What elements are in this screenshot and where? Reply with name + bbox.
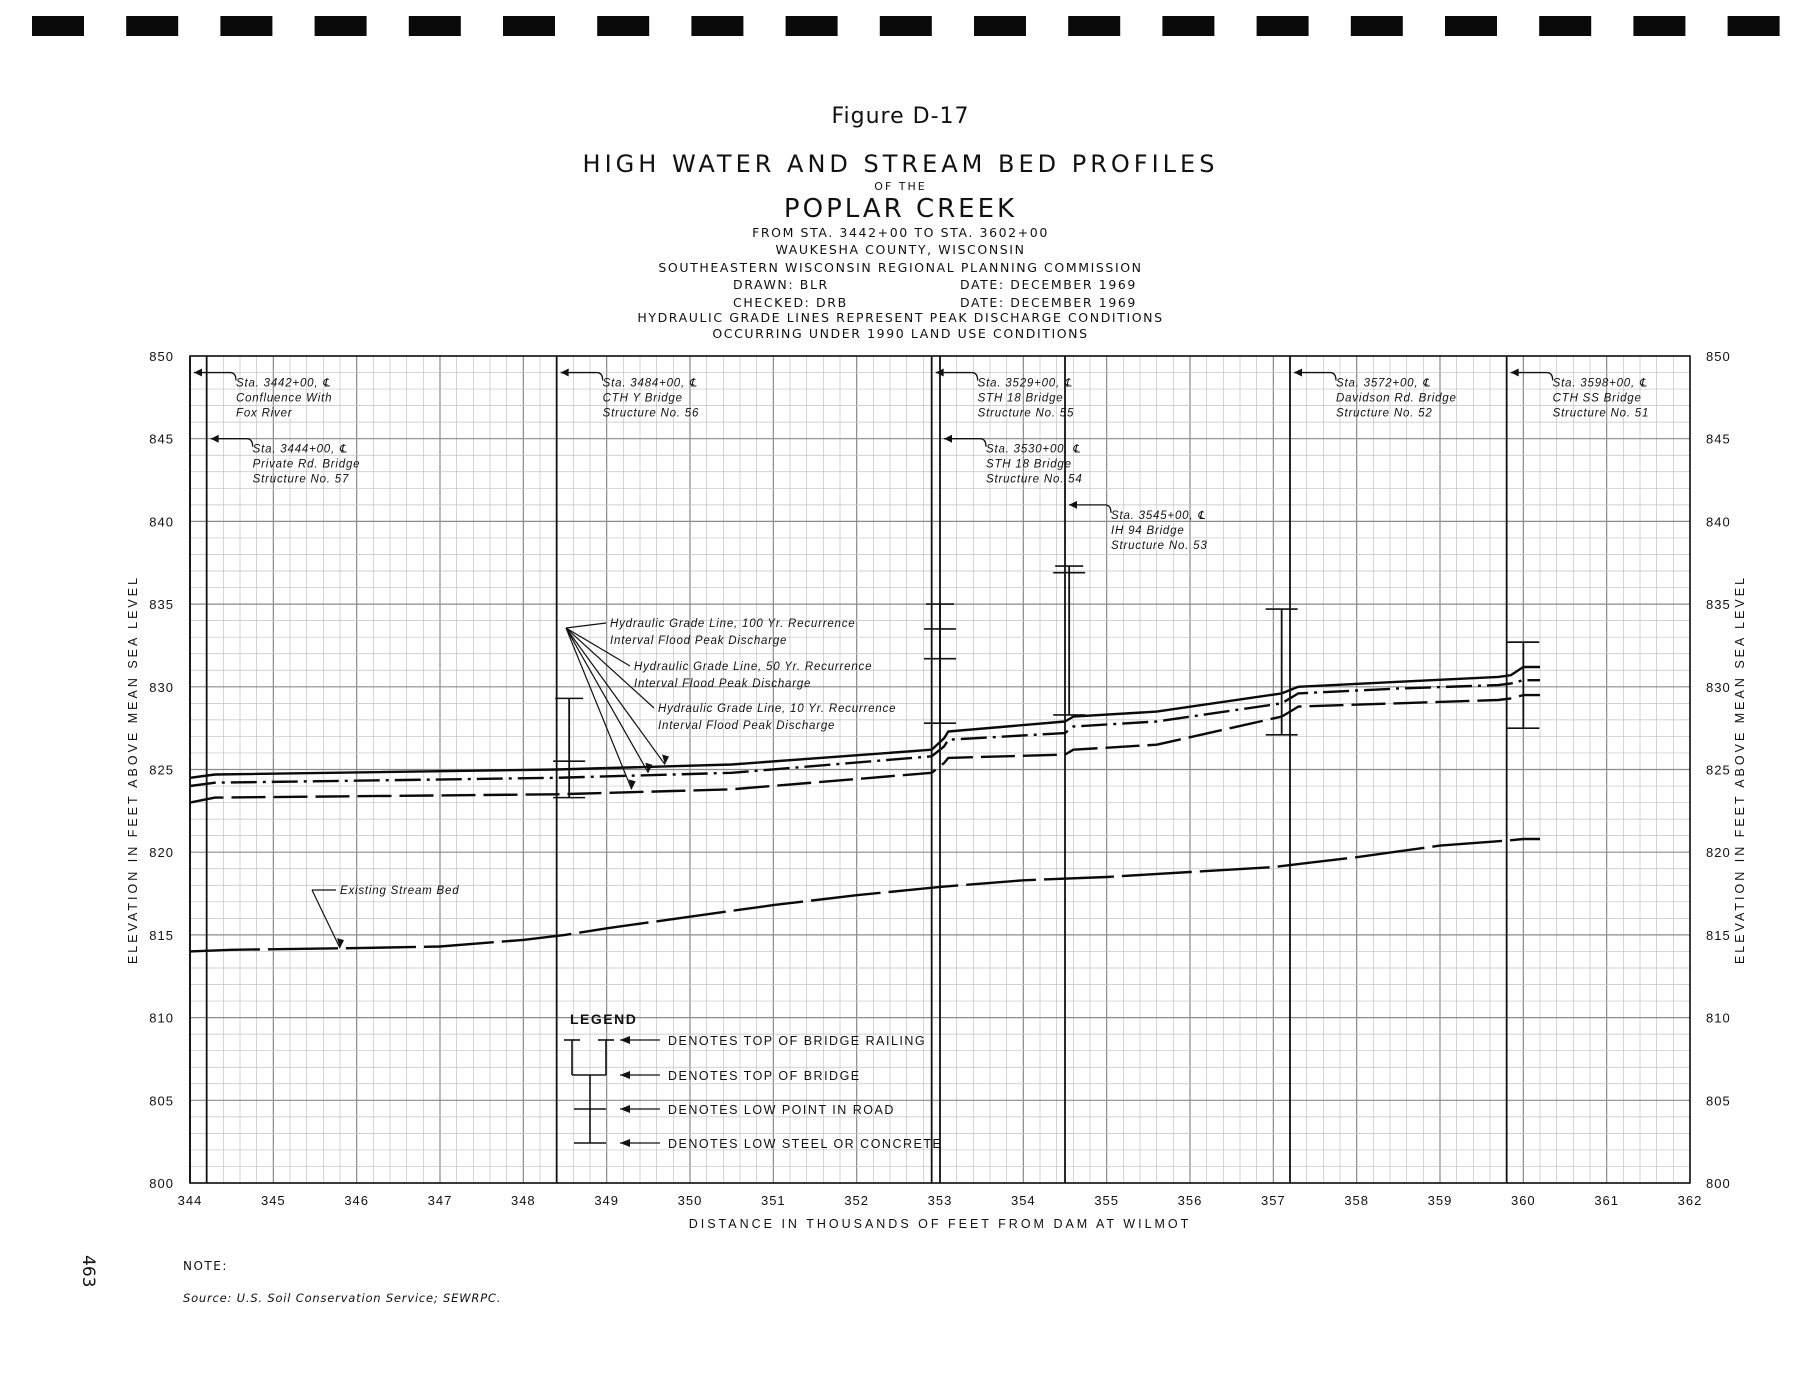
bridge-marker [553,698,585,797]
station-callout [944,435,1083,486]
x-tick-label: 357 [1260,1193,1286,1208]
x-tick-label: 355 [1094,1193,1120,1208]
callout-arrowhead [194,369,202,377]
x-tick-label: 361 [1594,1193,1620,1208]
y-tick-label-right: 800 [1706,1176,1731,1191]
bridge-marker [1053,566,1085,715]
station-callout-text: CTH Y Bridge [602,392,683,405]
x-tick-label: 347 [427,1193,453,1208]
station-callout-text: Structure No. 53 [1111,539,1208,552]
station-callout-text: Sta. 3484+00, ℄ [602,377,698,390]
annotation-arrow [312,890,340,948]
y-tick-label-left: 840 [149,514,174,530]
annotation-leader [566,628,630,666]
callout-arrowhead [561,369,569,377]
x-tick-label: 344 [177,1193,203,1208]
hydraulic-note-1: HYDRAULIC GRADE LINES REPRESENT PEAK DISCHARGE CONDITIONS [637,310,1164,325]
y-tick-label-left: 810 [149,1010,174,1026]
annotation-arrow [566,628,665,765]
chart-title: HIGH WATER AND STREAM BED PROFILES [582,150,1219,178]
bridge-marker [1266,609,1298,735]
drawn-date: DATE: DECEMBER 1969 [960,277,1137,292]
x-tick-label: 358 [1344,1193,1370,1208]
y-tick-label-right: 805 [1706,1093,1731,1109]
y-axis-label-left: ELEVATION IN FEET ABOVE MEAN SEA LEVEL [126,574,140,965]
legend-title: LEGEND [570,1011,638,1027]
drawn-by: DRAWN: BLR [733,277,829,292]
legend-arrowhead [620,1071,630,1079]
station-callout-text: Sta. 3444+00, ℄ [252,443,348,456]
station-callout-text: Fox River [236,407,293,420]
station-callout [561,369,700,420]
annotation-text: Hydraulic Grade Line, 100 Yr. Recurrence [610,618,856,630]
y-tick-label-left: 800 [149,1176,174,1191]
station-callout-text: Sta. 3530+00, ℄ [986,443,1081,456]
station-callout-text: Sta. 3598+00, ℄ [1552,377,1648,390]
station-callout-text: Sta. 3545+00, ℄ [1111,509,1206,522]
x-tick-label: 346 [344,1193,370,1208]
y-tick-label-left: 825 [149,762,174,778]
y-tick-label-right: 835 [1706,597,1731,613]
callout-arrowhead [944,435,952,443]
y-tick-label-right: 845 [1706,431,1731,447]
hgl-50yr-line [190,680,1540,786]
legend-arrowhead [620,1105,630,1113]
station-callout [211,435,361,486]
annotation-arrow [566,628,632,789]
x-tick-label: 362 [1677,1193,1703,1208]
annotation-text: Hydraulic Grade Line, 50 Yr. Recurrence [634,661,873,673]
x-tick-label: 349 [594,1193,620,1208]
station-callout-text: Sta. 3442+00, ℄ [236,377,331,390]
y-axis-label-right: ELEVATION IN FEET ABOVE MEAN SEA LEVEL [1733,574,1747,965]
title-of-the: OF THE [874,180,927,193]
y-tick-label-right: 815 [1706,927,1731,943]
hydraulic-note-2: OCCURRING UNDER 1990 LAND USE CONDITIONS [712,326,1089,341]
station-callout-text: Confluence With [236,392,333,405]
legend [564,1011,942,1151]
station-callout-text: CTH SS Bridge [1552,392,1642,405]
x-tick-label: 352 [844,1193,870,1208]
x-tick-label: 354 [1010,1193,1036,1208]
y-tick-label-right: 810 [1706,1010,1731,1026]
station-range: FROM STA. 3442+00 TO STA. 3602+00 [752,225,1049,240]
y-tick-label-right: 840 [1706,514,1731,530]
annotation-text: Existing Stream Bed [340,885,460,897]
checked-date: DATE: DECEMBER 1969 [960,295,1137,310]
y-tick-label-left: 805 [149,1093,174,1109]
y-tick-label-left: 835 [149,597,174,613]
x-tick-label: 348 [510,1193,536,1208]
station-callout-text: STH 18 Bridge [977,392,1064,405]
note-label: NOTE: [183,1259,228,1273]
callout-arrowhead [211,435,219,443]
annotation-text: Hydraulic Grade Line, 10 Yr. Recurrence [658,703,897,715]
annotation-leader [566,623,606,628]
legend-item: DENOTES TOP OF BRIDGE [668,1069,861,1083]
commission: SOUTHEASTERN WISCONSIN REGIONAL PLANNING COMMISSION [658,260,1143,275]
station-callout-text: Davidson Rd. Bridge [1336,392,1457,405]
x-tick-label: 356 [1177,1193,1203,1208]
series-annotation [566,628,872,773]
checked-by: CHECKED: DRB [733,295,848,310]
station-callout-text: Structure No. 56 [602,407,700,420]
callout-arrowhead [1294,369,1302,377]
x-tick-label: 351 [760,1193,786,1208]
creek-name: POPLAR CREEK [783,194,1018,224]
station-callout [1294,369,1457,420]
y-tick-label-right: 825 [1706,762,1731,778]
y-tick-label-left: 850 [149,349,174,364]
station-callout-text: Structure No. 57 [252,473,350,486]
source-line: Source: U.S. Soil Conservation Service; SEWRPC. [183,1291,502,1305]
x-tick-label: 360 [1510,1193,1536,1208]
annotation-text: Interval Flood Peak Discharge [610,635,788,647]
figure-number: Figure D-17 [831,104,970,129]
annotation-arrowhead [662,755,669,765]
station-callout-text: Structure No. 51 [1552,407,1650,420]
annotation-text: Interval Flood Peak Discharge [658,720,836,732]
county: WAUKESHA COUNTY, WISCONSIN [775,242,1026,257]
station-callout-text: IH 94 Bridge [1111,524,1185,537]
y-tick-label-right: 820 [1706,845,1731,861]
legend-arrowhead [620,1139,630,1147]
x-tick-label: 350 [677,1193,703,1208]
station-callout-text: Private Rd. Bridge [252,458,361,471]
station-callout-text: Structure No. 55 [977,407,1075,420]
station-callout [194,369,332,420]
station-callout-text: Sta. 3529+00, ℄ [977,377,1073,390]
x-axis-label: DISTANCE IN THOUSANDS OF FEET FROM DAM AT WILMOT [688,1217,1192,1231]
bridge-marker [1507,642,1539,728]
y-tick-label-right: 830 [1706,679,1731,695]
station-callout-text: Sta. 3572+00, ℄ [1336,377,1431,390]
station-callout [1511,369,1650,420]
x-tick-label: 353 [927,1193,953,1208]
page-number: 463 [78,1255,98,1288]
legend-item: DENOTES LOW STEEL OR CONCRETE [668,1137,943,1151]
legend-item: DENOTES LOW POINT IN ROAD [668,1103,895,1117]
y-tick-label-left: 815 [149,927,174,943]
x-tick-label: 345 [260,1193,286,1208]
station-callout-text: Structure No. 54 [986,473,1083,486]
station-callout-text: Structure No. 52 [1336,407,1433,420]
y-tick-label-left: 845 [149,431,174,447]
callout-arrowhead [1511,369,1519,377]
bridge-marker [924,604,956,723]
station-callout-text: STH 18 Bridge [986,458,1072,471]
y-tick-label-left: 830 [149,679,174,695]
series-annotation [566,618,856,765]
x-tick-label: 359 [1427,1193,1453,1208]
y-tick-label-left: 820 [149,845,174,861]
y-tick-label-right: 850 [1706,349,1731,364]
series-annotation [312,885,459,948]
annotation-text: Interval Flood Peak Discharge [634,678,812,690]
legend-arrowhead [620,1036,630,1044]
legend-item: DENOTES TOP OF BRIDGE RAILING [668,1034,927,1048]
